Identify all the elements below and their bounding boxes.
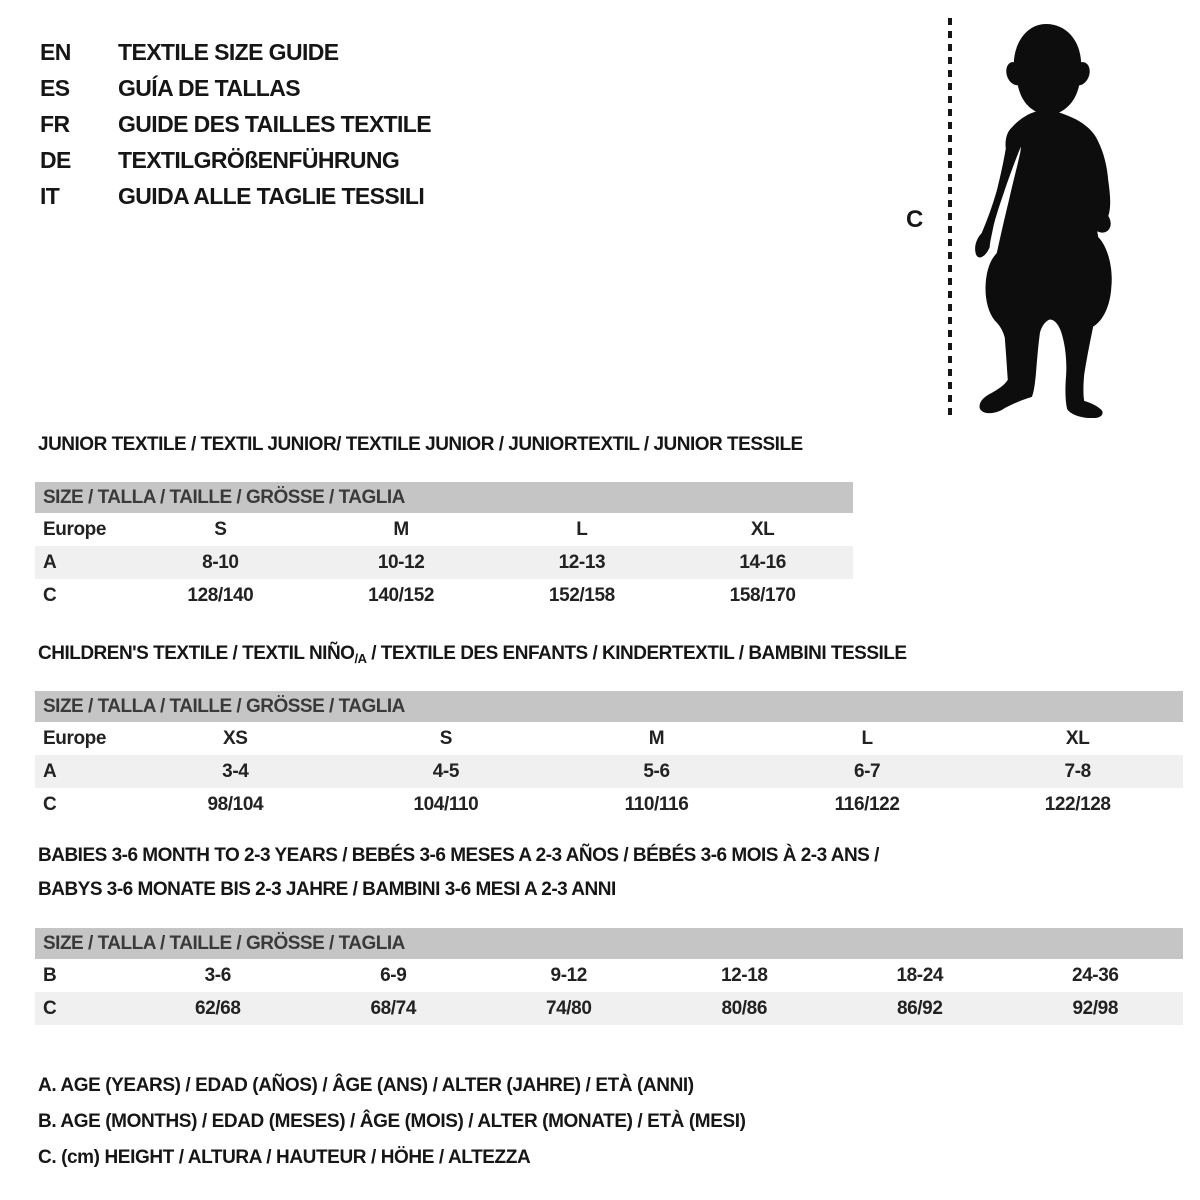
language-title: GUIDE DES TAILLES TEXTILE <box>118 110 431 137</box>
height-cell: 62/68 <box>194 997 241 1019</box>
height-cell: 122/128 <box>1044 793 1111 815</box>
size-cell: XS <box>223 727 248 749</box>
size-cell: L <box>576 518 588 540</box>
junior-size-table <box>35 482 853 612</box>
height-cell: 110/116 <box>624 793 689 815</box>
legend-line-age-years: A. AGE (YEARS) / EDAD (AÑOS) / ÂGE (ANS) / ALTER (JAHRE) / ETÀ (ANNI) <box>38 1075 694 1096</box>
row-label: A <box>43 551 57 573</box>
age-cell: 9-12 <box>550 964 587 986</box>
language-title: GUIDA ALLE TAGLIE TESSILI <box>118 182 425 209</box>
size-header-bar: SIZE / TALLA / TAILLE / GRÖSSE / TAGLIA <box>35 691 1183 722</box>
size-header-bar: SIZE / TALLA / TAILLE / GRÖSSE / TAGLIA <box>35 928 1183 959</box>
children-title-subscript: /A <box>354 651 367 666</box>
size-cell: XL <box>1065 727 1090 749</box>
age-cell: 5-6 <box>643 760 670 782</box>
babies-section-title-line2: BABYS 3-6 MONATE BIS 2-3 JAHRE / BAMBINI 3-6 MESI A 2-3 ANNI <box>38 879 616 900</box>
table-row-height <box>35 579 853 612</box>
height-cell: 152/158 <box>548 584 615 606</box>
table-row-height <box>35 992 1183 1025</box>
row-label: C <box>43 793 57 815</box>
height-cell: 104/110 <box>413 793 479 815</box>
age-cell: 18-24 <box>896 964 944 986</box>
height-measure-dashed-line <box>948 18 952 416</box>
height-cell: 140/152 <box>368 584 435 606</box>
language-title: TEXTILE SIZE GUIDE <box>118 38 339 65</box>
row-label: Europe <box>43 518 107 540</box>
height-cell: 98/104 <box>207 793 264 815</box>
age-cell: 14-16 <box>739 551 786 573</box>
table-row-age <box>35 755 1183 788</box>
height-measure-label: C <box>906 206 924 233</box>
height-cell: 92/98 <box>1072 997 1119 1019</box>
size-cell: M <box>648 727 665 749</box>
age-cell: 3-6 <box>204 964 231 986</box>
size-cell: L <box>861 727 873 749</box>
legend <box>38 1068 746 1176</box>
size-cell: M <box>393 518 409 540</box>
children-title-pre: CHILDREN'S TEXTILE / TEXTIL NIÑO <box>38 643 355 664</box>
language-row-de <box>40 142 431 178</box>
age-cell: 4-5 <box>432 760 460 782</box>
age-cell: 6-9 <box>380 964 407 986</box>
legend-line-height-cm: C. (cm) HEIGHT / ALTURA / HAUTEUR / HÖHE / ALTEZZA <box>38 1147 531 1168</box>
size-cell: S <box>439 727 453 749</box>
row-label: C <box>43 997 57 1019</box>
language-code: IT <box>40 182 60 209</box>
language-row-es <box>40 70 431 106</box>
age-cell: 24-36 <box>1071 964 1119 986</box>
size-cell: S <box>214 518 227 540</box>
language-title: TEXTILGRÖßENFÜHRUNG <box>118 146 400 173</box>
row-label: B <box>43 964 57 986</box>
language-row-en <box>40 34 431 70</box>
table-row-age-months <box>35 959 1183 992</box>
junior-section-title: JUNIOR TEXTILE / TEXTIL JUNIOR/ TEXTILE JUNIOR / JUNIORTEXTIL / JUNIOR TESSILE <box>38 434 803 455</box>
table-row-age <box>35 546 853 579</box>
table-row-europe <box>35 722 1183 755</box>
table-row-europe <box>35 513 853 546</box>
children-section-title <box>38 643 907 665</box>
children-title-post: / TEXTILE DES ENFANTS / KINDERTEXTIL / BAMBINI TESSILE <box>366 643 907 664</box>
height-cell: 80/86 <box>721 997 768 1019</box>
babies-section-title-line1: BABIES 3-6 MONTH TO 2-3 YEARS / BEBÉS 3-6 MESES A 2-3 AÑOS / BÉBÉS 3-6 MOIS À 2-3 ANS / <box>38 845 879 866</box>
age-cell: 6-7 <box>853 760 881 782</box>
height-cell: 116/122 <box>834 793 900 815</box>
language-title-list <box>40 34 431 214</box>
height-cell: 128/140 <box>187 584 254 606</box>
height-cell: 68/74 <box>370 997 417 1019</box>
language-code: DE <box>40 146 71 173</box>
language-row-it <box>40 178 431 214</box>
age-cell: 10-12 <box>377 551 425 573</box>
age-cell: 12-18 <box>720 964 768 986</box>
size-header-bar: SIZE / TALLA / TAILLE / GRÖSSE / TAGLIA <box>35 482 853 513</box>
height-cell: 86/92 <box>896 997 943 1019</box>
age-cell: 3-4 <box>222 760 249 782</box>
height-cell: 74/80 <box>545 997 592 1019</box>
table-row-height <box>35 788 1183 821</box>
row-label: C <box>43 584 57 606</box>
size-cell: XL <box>750 518 775 540</box>
height-cell: 158/170 <box>729 584 796 606</box>
row-label: A <box>43 760 57 782</box>
babies-size-table <box>35 928 1183 1025</box>
row-label: Europe <box>43 727 107 749</box>
language-code: FR <box>40 110 70 137</box>
toddler-silhouette-image <box>962 16 1138 418</box>
children-size-table <box>35 691 1183 821</box>
language-row-fr <box>40 106 431 142</box>
language-code: ES <box>40 74 70 101</box>
legend-line-age-months: B. AGE (MONTHS) / EDAD (MESES) / ÂGE (MOIS) / ALTER (MONATE) / ETÀ (MESI) <box>38 1111 746 1132</box>
age-cell: 8-10 <box>202 551 239 573</box>
age-cell: 7-8 <box>1064 760 1091 782</box>
age-cell: 12-13 <box>558 551 606 573</box>
language-code: EN <box>40 38 71 65</box>
language-title: GUÍA DE TALLAS <box>118 74 300 101</box>
